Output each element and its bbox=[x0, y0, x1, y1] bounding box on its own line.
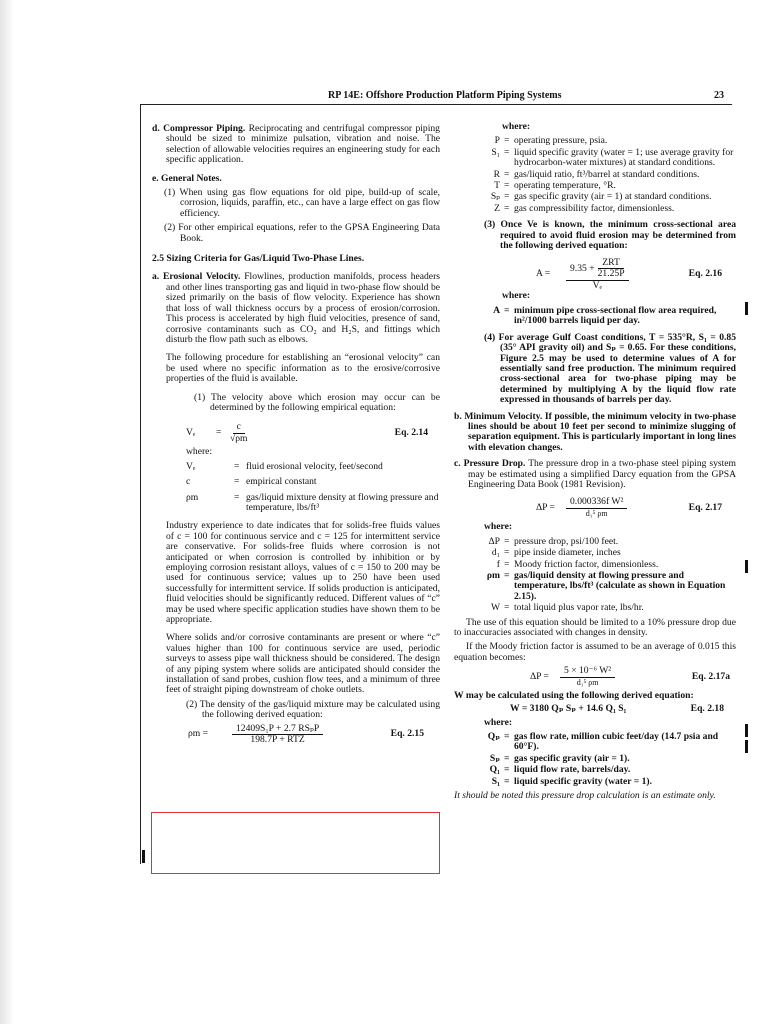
eq217-fraction bbox=[566, 497, 627, 519]
eq215-numerator: 12409S₁P + 2.7 RSₚP bbox=[232, 724, 323, 735]
definition-text: total liquid plus vapor rate, lbs/hr. bbox=[514, 602, 644, 614]
equation-2-17 bbox=[466, 494, 736, 522]
eq218-definitions bbox=[466, 732, 736, 787]
definition-equals: = bbox=[504, 168, 510, 180]
definition-text: pipe inside diameter, inches bbox=[514, 547, 621, 559]
eq214-equals: = bbox=[216, 427, 222, 439]
compressor-piping-text: Reciprocating and centrifugal compressor piping should be sized to minimize pulsation, vibration and noise. The selection of allowable velocities requires an engineering study for each specific application. bbox=[166, 123, 440, 166]
definition-equals: = bbox=[504, 602, 510, 614]
definition-row bbox=[186, 477, 440, 487]
right-column bbox=[454, 121, 737, 802]
eq216-numerator-term: 9.35 + bbox=[570, 262, 595, 274]
closing-note: It should be noted this pressure drop calculation is an estimate only. bbox=[454, 790, 716, 802]
eq216-label: Eq. 2.16 bbox=[688, 268, 722, 280]
where-label-2: where: bbox=[502, 121, 531, 132]
left-column bbox=[152, 124, 440, 749]
definition-text: liquid specific gravity (water = 1). bbox=[514, 775, 652, 787]
definition-text: pressure drop, psi/100 feet. bbox=[514, 535, 619, 547]
definition-symbol: d₁ bbox=[491, 547, 500, 559]
definition-symbol: ρm bbox=[486, 570, 500, 581]
pressure-drop-heading: c. Pressure Drop. bbox=[454, 458, 526, 470]
para-erosional-velocity bbox=[152, 272, 440, 345]
definition-text: Moody friction factor, dimensionless. bbox=[514, 558, 659, 570]
definition-row bbox=[186, 462, 440, 472]
definition-text: operating temperature, °R. bbox=[514, 180, 616, 192]
eq215-definitions bbox=[466, 136, 736, 214]
eq217a-lhs: ΔP = bbox=[530, 671, 549, 683]
where-label-4: where: bbox=[484, 521, 513, 533]
equation-2-14 bbox=[152, 419, 440, 447]
definition-equals: = bbox=[504, 752, 510, 764]
definition-text: gas compressibility factor, dimensionless. bbox=[514, 202, 675, 214]
definition-row bbox=[466, 560, 736, 570]
item-4: (4) For average Gulf Coast conditions, T = 535°R, S₁ = 0.85 (35° API gravity oil) and Sₚ = 0.65. For these conditions, Figure 2.5 may be used to determine values of A for essentially sand free production. The minimum required cross-sectional area for two-phase piping may be determined by multiplying A by the liquid flow rate expressed in thousands of barrels per day. bbox=[484, 331, 736, 406]
item-1: (1) The velocity above which erosion may occur can be determined by the following empirical equation: bbox=[194, 391, 440, 413]
definition-row bbox=[466, 204, 736, 214]
definition-text: gas/liquid ratio, ft³/barrel at standard conditions. bbox=[514, 168, 700, 180]
para-compressor-piping bbox=[152, 124, 440, 166]
definition-text: gas specific gravity (air = 1). bbox=[514, 752, 630, 764]
definition-equals: = bbox=[234, 460, 240, 472]
definition-row bbox=[466, 548, 736, 558]
eq217a-denominator: d₁⁵ ρm bbox=[576, 677, 599, 687]
definition-equals: = bbox=[504, 146, 510, 158]
definition-row bbox=[466, 192, 736, 202]
definition-symbol: ρm bbox=[186, 491, 199, 503]
definition-text: gas specific gravity (air = 1) at standard conditions. bbox=[514, 191, 712, 203]
para-industry-experience: Industry experience to date indicates that for solids-free fluids values of c = 100 for continuous service and c = 125 for intermittent service are conservative. For solids-free fluids where corrosion is not anticipated or when corrosion is controlled by inhibition or by employing corrosion resistant alloys, values of c = 150 to 200 may be used for continuous service; values up to 250 have been used successfully for intermittent service. If solids production is anticipated, fluid velocities should be significantly reduced. Different values of “c” may be used where specific application studies have shown them to be appropriate. bbox=[166, 520, 440, 626]
definition-row bbox=[466, 603, 736, 613]
definition-text: liquid specific gravity (water = 1; use average gravity for hydrocarbon-water mixtures) at standard conditions. bbox=[514, 146, 734, 169]
definition-text: empirical constant bbox=[246, 476, 317, 488]
definition-equals: = bbox=[504, 775, 510, 787]
definition-symbol: Qₚ bbox=[487, 731, 500, 743]
definition-row bbox=[466, 571, 736, 602]
eq215-fraction bbox=[232, 724, 323, 746]
eq214-lhs: Vₑ bbox=[186, 427, 196, 439]
general-notes-heading: e. General Notes. bbox=[152, 172, 222, 184]
eq216-inner-denominator: 21.25P bbox=[597, 268, 625, 280]
definition-row bbox=[466, 732, 736, 753]
eq214-definitions bbox=[152, 462, 440, 514]
definition-symbol: S₁ bbox=[491, 775, 500, 787]
definition-row bbox=[466, 537, 736, 547]
header-title: RP 14E: Offshore Production Platform Piping Systems bbox=[328, 90, 562, 101]
eq214-fraction bbox=[230, 422, 248, 444]
definition-text: minimum pipe cross-sectional flow area required, in²/1000 barrels liquid per day. bbox=[514, 304, 717, 327]
definition-equals: = bbox=[504, 558, 510, 570]
definition-symbol: A bbox=[493, 304, 500, 316]
definition-equals: = bbox=[504, 547, 510, 559]
definition-text: gas/liquid mixture density at flowing pressure and temperature, lbs/ft³ bbox=[246, 491, 439, 513]
minimum-velocity-text: If possible, the minimum velocity in two-phase lines should be about 10 feet per second to minimize slugging of separation equipment. This is particularly important in long lines with elevation changes. bbox=[468, 410, 737, 453]
definition-symbol: S₁ bbox=[491, 146, 500, 158]
eq218-label: Eq. 2.18 bbox=[690, 703, 724, 715]
equation-2-15 bbox=[152, 721, 440, 749]
section-2-5-heading: 2.5 Sizing Criteria for Gas/Liquid Two-Phase Lines. bbox=[152, 253, 365, 265]
change-bar bbox=[142, 850, 145, 863]
definition-equals: = bbox=[504, 304, 510, 316]
para-pressure-drop bbox=[454, 459, 736, 490]
definition-row bbox=[466, 181, 736, 191]
definition-row bbox=[186, 493, 440, 514]
eq217a-fraction bbox=[560, 666, 615, 688]
definition-text: gas flow rate, million cubic feet/day (14.7 psia and 60°F). bbox=[514, 731, 719, 753]
eq217-lhs: ΔP = bbox=[536, 502, 555, 514]
where-label-5: where: bbox=[484, 716, 513, 728]
eq214-denominator: √ρm bbox=[230, 432, 248, 444]
eq217a-numerator: 5 × 10⁻⁶ W² bbox=[560, 666, 615, 677]
definition-text: operating pressure, psia. bbox=[514, 135, 608, 147]
definition-symbol: W bbox=[490, 602, 500, 614]
definition-equals: = bbox=[504, 570, 510, 581]
highlight-box bbox=[151, 812, 440, 874]
definition-text: gas/liquid density at flowing pressure and temperature, lbs/ft³ (calculate as shown in Equation 2.15). bbox=[514, 570, 726, 602]
para-minimum-velocity bbox=[454, 412, 736, 454]
change-bar bbox=[745, 302, 748, 315]
eq217-label: Eq. 2.17 bbox=[688, 502, 722, 514]
where-label-1: where: bbox=[186, 446, 213, 458]
item-2: (2) The density of the gas/liquid mixture may be calculated using the following derived equation: bbox=[186, 698, 440, 721]
eq217-definitions bbox=[466, 537, 736, 614]
change-bar bbox=[745, 724, 748, 737]
change-bar bbox=[745, 560, 748, 573]
equation-2-17a bbox=[466, 663, 736, 691]
eq218-text: W = 3180 Qₚ Sₚ + 14.6 Q₁ S₁ bbox=[510, 703, 627, 715]
para-limit: The use of this equation should be limited to a 10% pressure drop due to inaccuracies associated with changes in density. bbox=[454, 616, 736, 639]
equation-2-18 bbox=[466, 702, 736, 718]
definition-symbol: f bbox=[496, 558, 500, 570]
eq214-label: Eq. 2.14 bbox=[394, 427, 428, 439]
eq215-label: Eq. 2.15 bbox=[390, 728, 424, 740]
definition-text: fluid erosional velocity, feet/second bbox=[246, 460, 383, 472]
definition-symbol: T bbox=[494, 180, 500, 192]
definition-row bbox=[466, 765, 736, 775]
eq214-numerator: c bbox=[233, 422, 245, 433]
para-solids: Where solids and/or corrosive contaminants are present or where “c” values higher than 100 for continuous service are used, periodic surveys to assess pipe wall thickness should be considered. The design of any piping system where solids are anticipated should consider the installation of sand probes, cushion flow tees, and a minimum of three feet of straight piping downstream of choke outlets. bbox=[166, 632, 440, 696]
pressure-drop-text: The pressure drop in a two-phase steel piping system may be estimated using a simplified Darcy equation from the GPSA Engineering Data Book (1981 Revision). bbox=[468, 458, 736, 490]
definition-symbol: R bbox=[493, 168, 500, 180]
compressor-piping-heading: d. Compressor Piping. bbox=[152, 123, 246, 134]
eq217a-label: Eq. 2.17a bbox=[691, 671, 730, 683]
definition-row bbox=[466, 754, 736, 764]
page-number: 23 bbox=[714, 90, 724, 101]
definition-equals: = bbox=[504, 191, 510, 203]
eq216-numerator bbox=[566, 258, 629, 281]
definition-symbol: ΔP bbox=[488, 535, 500, 547]
minimum-velocity-heading: b. Minimum Velocity. bbox=[454, 410, 543, 422]
eq215-denominator: 198.7P + RTZ bbox=[250, 734, 305, 746]
eq216-definitions bbox=[466, 306, 736, 327]
eq216-denominator: Vₑ bbox=[592, 279, 602, 291]
definition-equals: = bbox=[234, 491, 240, 503]
definition-equals: = bbox=[504, 135, 510, 147]
eq216-lhs: A = bbox=[536, 268, 551, 280]
eq217-numerator: 0.000336f W² bbox=[566, 497, 627, 508]
definition-symbol: Sₚ bbox=[489, 752, 500, 764]
definition-text: liquid flow rate, barrels/day. bbox=[514, 764, 631, 776]
para-moody: If the Moody friction factor is assumed to be an average of 0.015 this equation becomes: bbox=[454, 641, 736, 663]
where-label-3: where: bbox=[502, 290, 531, 302]
eq216-inner-fraction bbox=[598, 258, 625, 280]
definition-equals: = bbox=[234, 476, 240, 488]
eq217-denominator: d₁⁵ ρm bbox=[585, 508, 608, 518]
definition-symbol: Vₑ bbox=[186, 460, 196, 472]
para-w: W may be calculated using the following derived equation: bbox=[454, 690, 694, 702]
erosional-velocity-text: Flowlines, production manifolds, process headers and other lines transporting gas and liquid in two-phase flow should be sized primarily on the basis of flow velocity. Experience has shown that loss of wall thickness occurs by a process of erosion/corrosion. This process is accelerated by high fluid velocities, presence of sand, corrosive contaminants such as CO₂ and H₂S, and fittings which disturb the flow path such as elbows. bbox=[166, 271, 440, 345]
definition-row bbox=[466, 148, 736, 169]
definition-row bbox=[466, 136, 736, 146]
erosional-velocity-heading: a. Erosional Velocity. bbox=[152, 271, 241, 283]
definition-row bbox=[466, 170, 736, 180]
eq215-lhs: ρm = bbox=[188, 728, 209, 740]
definition-equals: = bbox=[504, 731, 510, 743]
eq216-fraction bbox=[566, 258, 629, 291]
running-header bbox=[140, 90, 730, 104]
para-procedure: The following procedure for establishing an “erosional velocity” can be used where no specific information as to the erosive/corrosive properties of the fluid is available. bbox=[166, 352, 440, 385]
definition-symbol: Z bbox=[494, 202, 500, 214]
equation-2-16 bbox=[466, 257, 736, 291]
scan-shadow bbox=[0, 0, 14, 1024]
change-bar bbox=[745, 740, 748, 753]
definition-symbol: Q₁ bbox=[489, 764, 500, 776]
definition-symbol: Sₚ bbox=[490, 191, 500, 203]
eq216-inner-numerator: ZRT bbox=[598, 258, 624, 269]
definition-row bbox=[466, 306, 736, 327]
definition-equals: = bbox=[504, 180, 510, 192]
definition-equals: = bbox=[504, 764, 510, 776]
definition-symbol: P bbox=[494, 135, 500, 147]
margin-rule bbox=[140, 104, 141, 864]
definition-row bbox=[466, 777, 736, 787]
definition-equals: = bbox=[504, 202, 510, 214]
definition-symbol: c bbox=[186, 476, 191, 488]
header-rule bbox=[140, 104, 732, 105]
note-1: (1) When using gas flow equations for old pipe, build-up of scale, corrosion, liquids, paraffin, etc., can have a large effect on gas flow efficiency. bbox=[164, 187, 440, 219]
definition-equals: = bbox=[504, 535, 510, 547]
item-3: (3) Once Ve is known, the minimum cross-sectional area required to avoid fluid erosion may be determined from the following derived equation: bbox=[484, 219, 736, 252]
note-2: (2) For other empirical equations, refer to the GPSA Engineering Data Book. bbox=[164, 222, 440, 244]
